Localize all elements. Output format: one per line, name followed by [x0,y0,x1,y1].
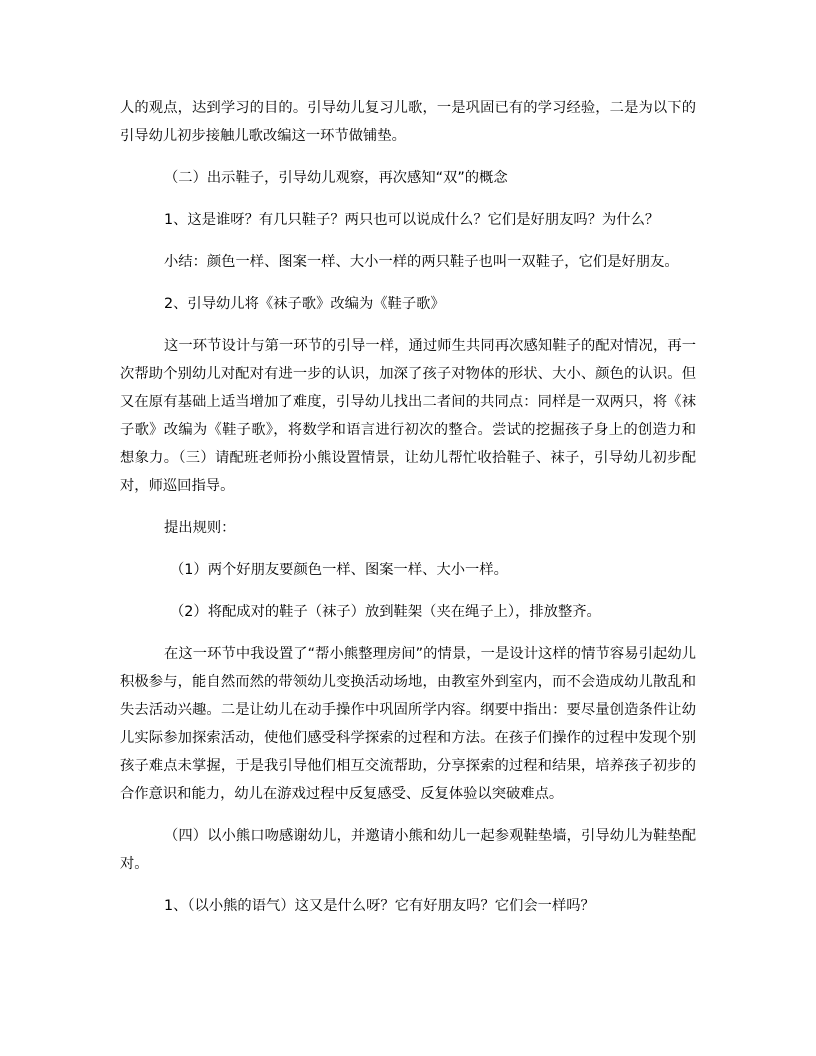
rules-heading: 提出规则： [164,520,236,536]
paragraph-intro-continuation: 人的观点，达到学习的目的。引导幼儿复习儿歌，一是巩固已有的学习经验，二是为以下的引导幼儿初步接触儿歌改编这一环节做铺垫。 [120,100,696,144]
section-heading-two: （二）出示鞋子，引导幼儿观察，再次感知“双”的概念 [164,170,508,186]
rule-item-1: （1）两个好朋友要颜色一样、图案一样、大小一样。 [170,562,508,578]
question-item-1: 1、这是谁呀？有几只鞋子？两只也可以说成什么？它们是好朋友吗？为什么？ [164,212,660,228]
rule-item-2: （2）将配成对的鞋子（袜子）放到鞋架（夹在绳子上），排放整齐。 [170,604,601,620]
section-heading-four: （四）以小熊口吻感谢幼儿，并邀请小熊和幼儿一起参观鞋垫墙，引导幼儿为鞋垫配对。 [120,828,696,872]
paragraph-scenario-explanation: 在这一环节中我设置了“帮小熊整理房间”的情景，一是设计这样的情节容易引起幼儿积极参与，能自然而然的带领幼儿变换活动场地，由教室外到室内，而不会造成幼儿散乱和失去活动兴趣。二是让幼儿在动手操作中巩固所学内容。纲要中指出：要尽量创造条件让幼儿实际参加探索活动，使他们感受科学探索的过程和方法。在孩子们操作的过程中发现个别孩子难点未掌握，于是我引导他们相互交流帮助，分享探索的过程和结果，培养孩子初步的合作意识和能力，幼儿在游戏过程中反复感受、反复体验以突破难点。 [120,646,696,802]
document-body [120,94,696,920]
step-item-2: 2、引导幼儿将《袜子歌》改编为《鞋子歌》 [164,296,445,312]
paragraph-design-explanation: 这一环节设计与第一环节的引导一样，通过师生共同再次感知鞋子的配对情况，再一次帮助个别幼儿对配对有进一步的认识，加深了孩子对物体的形状、大小、颜色的认识。但又在原有基础上适当增加了难度，引导幼儿找出二者间的共同点：同样是一双两只，将《袜子歌》改编为《鞋子歌》，将数学和语言进行初次的整合。尝试的挖掘孩子身上的创造力和想象力。（三）请配班老师扮小熊设置情景，让幼儿帮忙收拾鞋子、袜子，引导幼儿初步配对，师巡回指导。 [120,338,696,494]
question-item-final: 1、（以小熊的语气）这又是什么呀？它有好朋友吗？它们会一样吗？ [164,898,595,914]
summary-paragraph: 小结：颜色一样、图案一样、大小一样的两只鞋子也叫一双鞋子，它们是好朋友。 [164,254,679,270]
